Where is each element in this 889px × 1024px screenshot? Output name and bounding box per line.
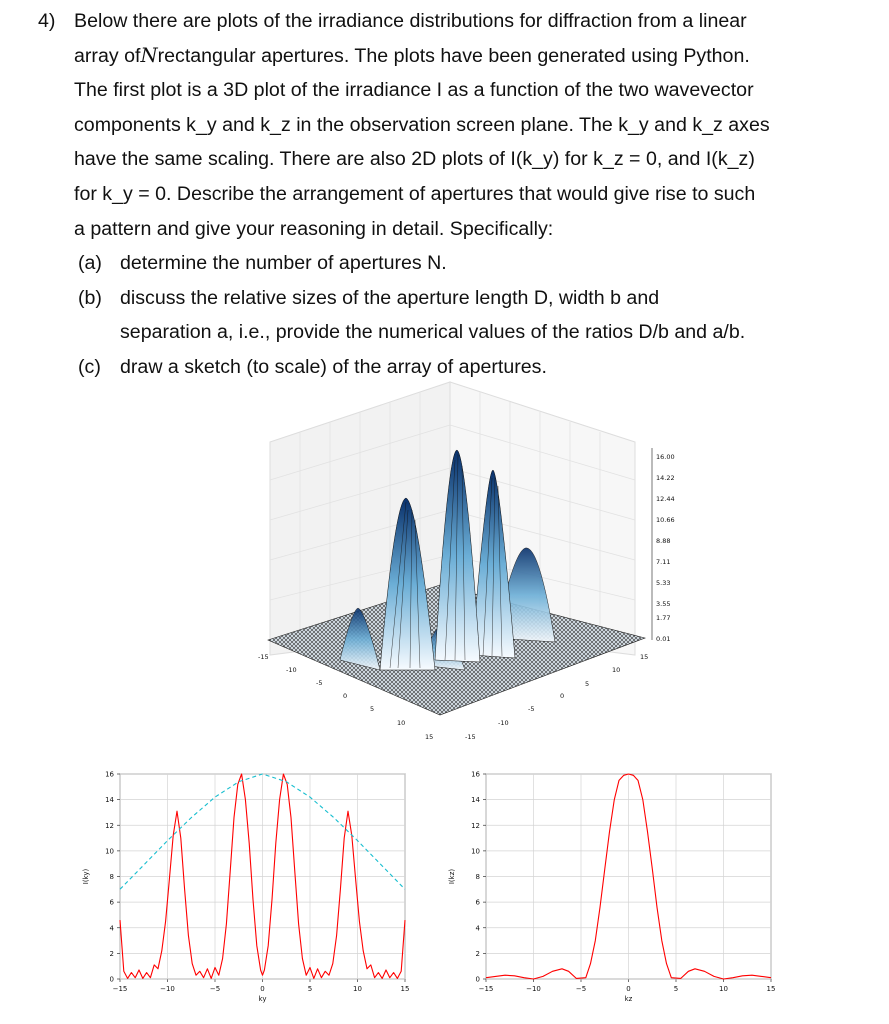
x-tick-label: −5	[209, 985, 221, 993]
x-axis-label: ky	[258, 995, 267, 1003]
ky3d-tick-label: 5	[370, 705, 375, 713]
z-tick-label: 8.88	[656, 537, 671, 545]
question-line-1-text: Below there are plots of the irradiance distributions for diffraction from a linear	[74, 10, 747, 32]
z-tick-label: 14.22	[656, 474, 675, 482]
z-tick-label: 7.11	[656, 558, 671, 566]
x-axis-label: kz	[624, 995, 633, 1003]
x-tick-label: −15	[112, 985, 128, 993]
x-tick-label: 10	[719, 985, 728, 993]
kz3d-tick-label: -10	[498, 719, 509, 727]
question-line-6: for k_y = 0. Describe the arrangement of apertures that would give rise to such	[74, 182, 756, 205]
z-tick-label: 3.55	[656, 600, 671, 608]
ky3d-tick-label: -15	[258, 653, 269, 661]
question-line-3: The first plot is a 3D plot of the irradiance I as a function of the two wavevector	[74, 79, 754, 102]
x-tick-label: −10	[526, 985, 541, 993]
x-tick-label: −5	[575, 985, 587, 993]
x-tick-label: −10	[160, 985, 175, 993]
y-tick-label: 10	[471, 847, 480, 856]
y-tick-label: 14	[105, 796, 114, 805]
y-tick-label: 2	[475, 949, 480, 958]
y-axis-label: I(ky)	[82, 868, 90, 885]
kz-line-chart	[446, 760, 786, 1022]
x-tick-label: 5	[673, 985, 679, 993]
x-tick-label: 0	[626, 985, 631, 993]
ky3d-tick-label: -5	[316, 679, 323, 687]
y-tick-label: 8	[475, 873, 480, 881]
item-a	[38, 246, 868, 281]
question-line-2-part-a: array of	[74, 44, 141, 67]
y-tick-label: 0	[475, 975, 480, 984]
y-tick-label: 8	[109, 873, 114, 881]
question-line-1	[38, 4, 868, 39]
y-tick-label: 16	[471, 770, 480, 779]
z-tick-label: 1.77	[656, 614, 671, 622]
ky3d-tick-label: 10	[397, 719, 406, 727]
z-tick-label: 10.66	[656, 516, 675, 524]
z-tick-label: 16.00	[656, 453, 675, 461]
item-b-text: discuss the relative sizes of the aperture length D, width b and	[120, 286, 660, 309]
item-b-label: (b)	[78, 286, 102, 309]
x-tick-label: 0	[260, 985, 265, 993]
y-tick-label: 6	[109, 898, 114, 907]
question-number: 4)	[38, 10, 56, 32]
y-tick-label: 6	[475, 898, 480, 907]
y-tick-label: 12	[105, 821, 114, 830]
kz3d-tick-label: -5	[528, 705, 535, 713]
question-text	[38, 4, 868, 385]
item-c-text: draw a sketch (to scale) of the array of apertures.	[120, 355, 547, 378]
item-b	[38, 281, 868, 316]
ky3d-tick-label: 0	[343, 692, 348, 700]
y-tick-label: 14	[471, 796, 480, 805]
ky3d-tick-label: -10	[286, 666, 297, 674]
y-axis-label: I(kz)	[448, 868, 456, 885]
surface-plot-3d	[240, 370, 680, 750]
ky3d-tick-label: 15	[425, 733, 434, 741]
y-tick-label: 4	[109, 924, 114, 933]
kz3d-tick-label: -15	[465, 733, 476, 741]
y-tick-label: 4	[475, 924, 480, 933]
item-b-text-continued: separation a, i.e., provide the numerical values of the ratios D/b and a/b.	[120, 321, 746, 344]
z-tick-label: 0.01	[656, 635, 671, 643]
question-line-4: components k_y and k_z in the observation screen plane. The k_y and k_z axes	[74, 113, 770, 136]
y-tick-label: 2	[109, 949, 114, 958]
x-tick-label: 5	[307, 985, 313, 993]
z-tick-label: 5.33	[656, 579, 671, 587]
x-tick-label: 15	[400, 985, 410, 993]
x-tick-label: 10	[353, 985, 362, 993]
kz3d-tick-label: 0	[560, 692, 565, 700]
kz3d-tick-label: 10	[612, 666, 621, 674]
question-line-7: a pattern and give your reasoning in detail. Specifically:	[74, 217, 554, 240]
z-tick-label: 12.44	[656, 495, 675, 503]
item-c-label: (c)	[78, 355, 101, 378]
item-a-label: (a)	[78, 252, 102, 275]
question-line-2	[38, 39, 868, 74]
ky-line-chart	[80, 760, 420, 1022]
question-line-2-part-b: rectangular apertures. The plots have been generated using Python.	[157, 44, 750, 67]
x-tick-label: 15	[766, 985, 776, 993]
kz3d-tick-label: 5	[585, 680, 590, 688]
question-line-2-symbol-n: N	[140, 43, 158, 67]
y-tick-label: 16	[105, 770, 114, 779]
question-line-5: have the same scaling. There are also 2D plots of I(k_y) for k_z = 0, and I(k_z)	[74, 148, 755, 171]
y-tick-label: 0	[109, 975, 114, 984]
z-axis	[652, 448, 675, 643]
x-tick-label: −15	[478, 985, 494, 993]
item-a-text: determine the number of apertures N.	[120, 252, 447, 275]
y-tick-label: 12	[471, 821, 480, 830]
y-tick-label: 10	[105, 847, 114, 856]
kz3d-tick-label: 15	[640, 653, 649, 661]
